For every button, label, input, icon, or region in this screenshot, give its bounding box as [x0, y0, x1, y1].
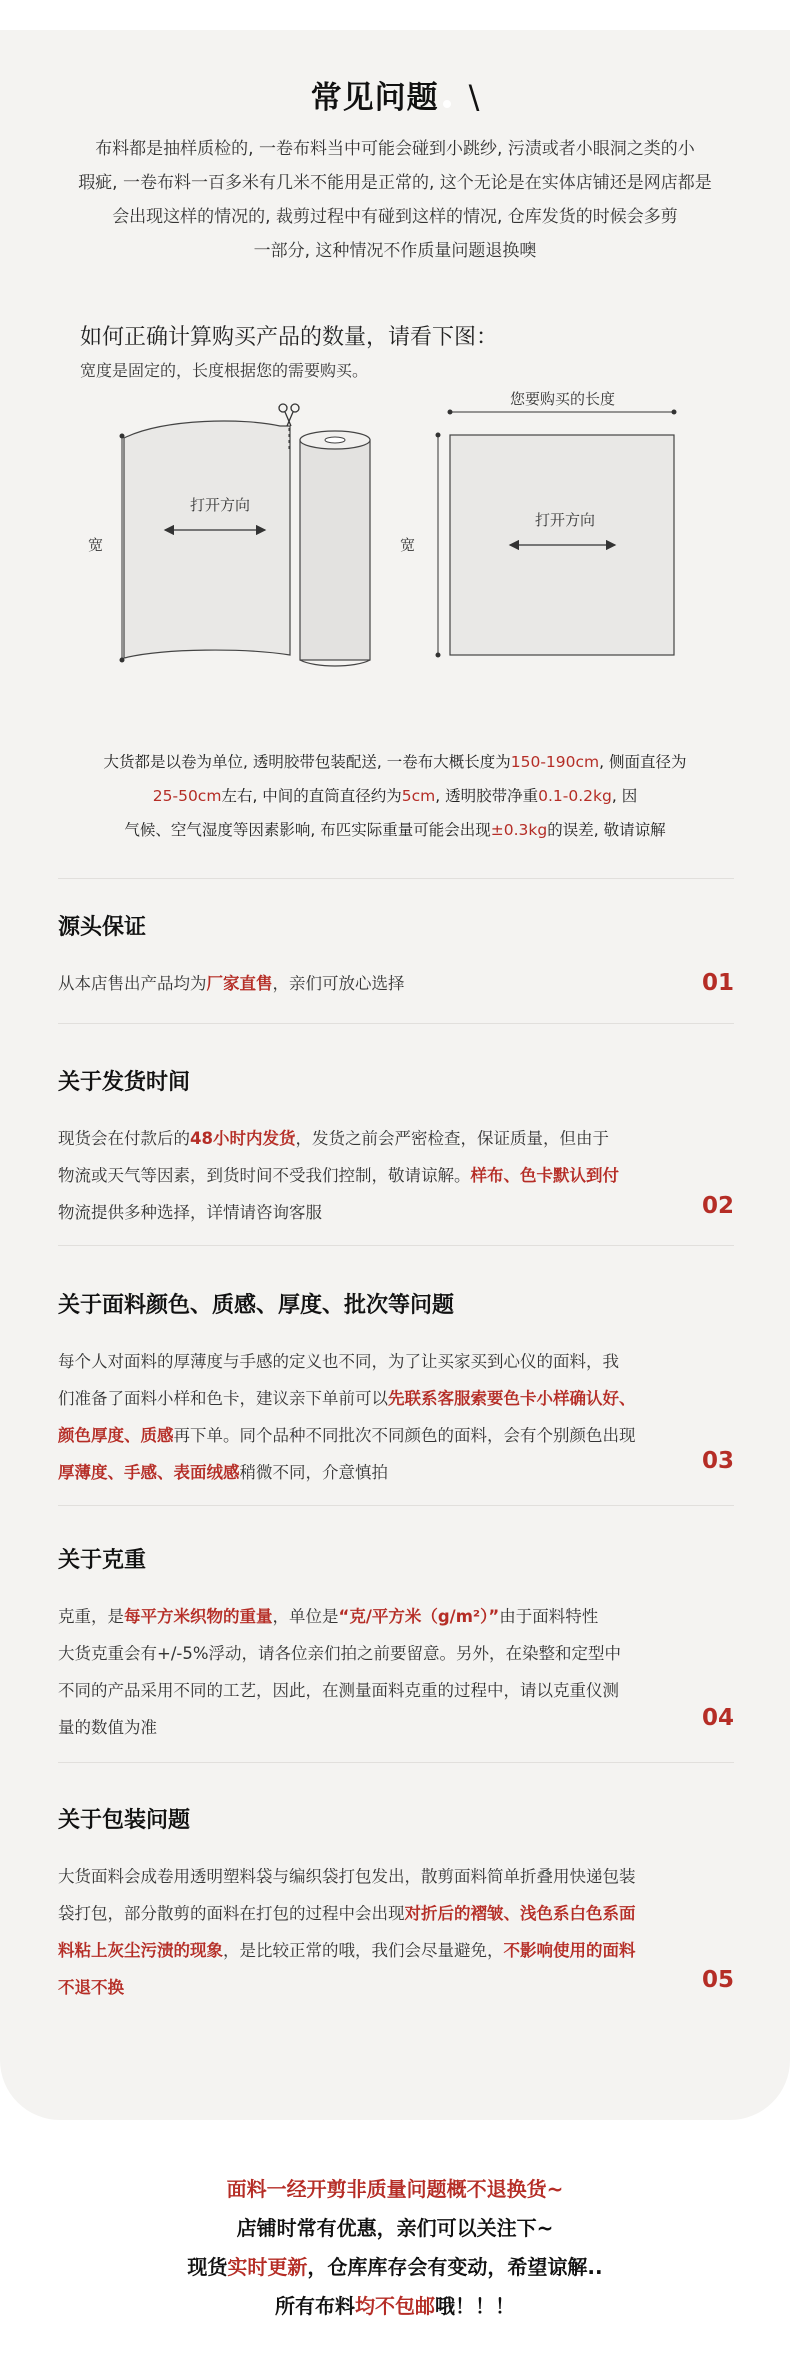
section-number: 02: [701, 1193, 734, 1219]
footer-highlight: 实时更新: [227, 2255, 308, 2279]
intro-line: 一部分, 这种情况不作质量问题退换噢: [253, 241, 537, 261]
body-line: [58, 1417, 658, 1454]
width-label-right: 宽: [400, 536, 416, 554]
specs-line: [0, 745, 790, 779]
section-title: 关于发货时间: [58, 1070, 191, 1095]
section-title: 关于包装问题: [58, 1808, 191, 1833]
specs-text: 左右, 中间的直筒直径约为: [221, 787, 402, 805]
body-line: [58, 1120, 658, 1157]
body-highlight: 料粘上灰尘污渍的现象: [58, 1941, 223, 1960]
body-text: 由于面料特性: [499, 1607, 599, 1626]
fabric-roll-drawing: [120, 421, 371, 666]
section-body: [58, 1120, 658, 1231]
specs-text: 气候、空气湿度等因素影响, 布匹实际重量可能会出现: [124, 821, 491, 839]
section-divider: [58, 1762, 734, 1763]
specs-highlight: ±0.3kg: [490, 821, 548, 839]
footer-text: 哦！！！: [435, 2294, 515, 2318]
specs-highlight: 0.1-0.2kg: [538, 787, 612, 805]
body-line: [58, 1598, 658, 1635]
section-number: 05: [701, 1967, 734, 1993]
specs-highlight: 5cm: [401, 787, 436, 805]
specs-text: , 透明胶带净重: [435, 787, 539, 805]
specs-line: [0, 813, 790, 847]
section-divider: [58, 878, 734, 879]
body-text: ，发货之前会严密检查，保证质量，但由于: [295, 1129, 609, 1148]
section-divider: [58, 1505, 734, 1506]
body-text: 们准备了面料小样和色卡，建议亲下单前可以: [58, 1389, 388, 1408]
body-highlight: 样布、色卡默认到付: [470, 1166, 619, 1185]
specs-text: 大货都是以卷为单位, 透明胶带包装配送, 一卷布大概长度为: [103, 753, 511, 771]
fabric-measure-illustration: [70, 390, 710, 680]
buy-length-label: 您要购买的长度: [510, 390, 616, 408]
body-line: 大货克重会有+/-5%浮动，请各位亲们拍之前要留意。另外，在染整和定型中: [58, 1644, 622, 1663]
body-line: 大货面料会成卷用透明塑料袋与编织袋打包发出，散剪面料简单折叠用快递包装: [58, 1867, 636, 1886]
section-body: [58, 1343, 658, 1491]
section-source-guarantee: [58, 910, 734, 1002]
howto-subtitle: 宽度是固定的，长度根据您的需要购买。: [80, 361, 369, 380]
body-highlight: 不影响使用的面料: [503, 1941, 636, 1960]
title-slash-decoration: \: [468, 78, 480, 116]
howto-question: 如何正确计算购买产品的数量，请看下图：: [80, 325, 499, 350]
section-packaging: [58, 1803, 734, 2006]
body-line: 不同的产品采用不同的工艺，因此，在测量面料克重的过程中，请以克重仪测: [58, 1681, 619, 1700]
section-shipping-time: [58, 1065, 734, 1231]
section-number: 03: [701, 1448, 734, 1474]
body-text: 稍微不同，介意慎拍: [239, 1463, 388, 1482]
body-line: [58, 1380, 658, 1417]
section-title: 关于克重: [58, 1548, 147, 1573]
body-highlight: 颜色厚度、质感: [58, 1426, 174, 1445]
section-body: [58, 1858, 658, 2006]
faq-header: [0, 72, 790, 117]
title-dot-decoration: [443, 100, 451, 108]
body-text: 物流或天气等因素，到货时间不受我们控制，敬请谅解。: [58, 1166, 471, 1185]
body-highlight: 不退不换: [58, 1978, 124, 1997]
footer-text: ，仓库库存会有变动，希望谅解..: [307, 2255, 603, 2279]
follow-notice: 店铺时常有优惠，亲们可以关注下~: [236, 2216, 554, 2240]
width-label-left: 宽: [88, 536, 104, 554]
section-body: [58, 1598, 658, 1746]
body-text: ，单位是: [272, 1607, 339, 1626]
footer-highlight: 均不包邮: [355, 2294, 435, 2318]
footer-text: 现货: [187, 2255, 228, 2279]
body-highlight: 48小时内发货: [190, 1129, 296, 1148]
specs-highlight: 25-50cm: [152, 787, 222, 805]
body-highlight: 对折后的褶皱、浅色系白色系面: [404, 1904, 636, 1923]
open-direction-label-left: 打开方向: [190, 496, 251, 514]
body-line: [58, 1932, 658, 1969]
intro-line: 布料都是抽样质检的, 一卷布料当中可能会碰到小跳纱, 污渍或者小眼洞之类的小: [95, 139, 695, 159]
body-text: 现货会在付款后的: [58, 1129, 190, 1148]
section-grammage: [58, 1543, 734, 1746]
section-divider: [58, 1023, 734, 1024]
open-direction-label-right: 打开方向: [535, 511, 596, 529]
flat-fabric-drawing: [436, 410, 677, 658]
footer-notice: [0, 2170, 790, 2326]
specs-text: , 侧面直径为: [599, 753, 687, 771]
body-highlight: 每平方米织物的重量: [124, 1607, 273, 1626]
body-line: [58, 1969, 658, 2006]
body-line: [58, 1895, 658, 1932]
section-title: 关于面料颜色、质感、厚度、批次等问题: [58, 1293, 455, 1318]
body-line: 每个人对面料的厚薄度与手感的定义也不同，为了让买家买到心仪的面料，我: [58, 1352, 619, 1371]
section-number: 04: [701, 1705, 734, 1731]
stock-notice: [0, 2248, 790, 2287]
section-divider: [58, 1245, 734, 1246]
body-text: 克重，是: [58, 1607, 124, 1626]
specs-line: [0, 779, 790, 813]
intro-line: 瑕疵, 一卷布料一百多米有几米不能用是正常的, 这个无论是在实体店铺还是网店都是: [78, 173, 712, 193]
body-line: 物流提供多种选择，详情请咨询客服: [58, 1203, 322, 1222]
no-return-notice: 面料一经开剪非质量问题概不退换货~: [226, 2177, 564, 2201]
page-title: 常见问题: [310, 80, 439, 116]
body-text: 再下单。同个品种不同批次不同颜色的面料，会有个别颜色出现: [173, 1426, 636, 1445]
shipping-notice: [0, 2287, 790, 2326]
specs-text: 的误差, 敬请谅解: [547, 821, 666, 839]
body-highlight: 厚薄度、手感、表面绒感: [58, 1463, 240, 1482]
body-text: 袋打包，部分散剪的面料在打包的过程中会出现: [58, 1904, 405, 1923]
faq-intro: [0, 132, 790, 268]
body-text: 从本店售出产品均为: [58, 974, 207, 993]
footer-text: 所有布料: [275, 2294, 355, 2318]
body-text: ，是比较正常的哦，我们会尽量避免，: [223, 1941, 504, 1960]
body-line: [58, 1454, 658, 1491]
section-title: 源头保证: [58, 915, 147, 940]
body-line: 量的数值为准: [58, 1718, 157, 1737]
body-text: ，亲们可放心选择: [272, 974, 405, 993]
roll-specs: [0, 745, 790, 847]
specs-highlight: 150-190cm: [510, 753, 600, 771]
body-highlight: 厂家直售: [206, 974, 273, 993]
section-body: [58, 965, 658, 1002]
section-number: 01: [701, 970, 734, 996]
section-color-texture: [58, 1288, 734, 1491]
body-highlight: 先联系客服索要色卡小样确认好、: [388, 1389, 636, 1408]
body-highlight: “克/平方米（g/m²）”: [338, 1607, 500, 1626]
body-line: [58, 1157, 658, 1194]
intro-line: 会出现这样的情况的, 裁剪过程中有碰到这样的情况, 仓库发货的时候会多剪: [112, 207, 678, 227]
specs-text: , 因: [611, 787, 638, 805]
